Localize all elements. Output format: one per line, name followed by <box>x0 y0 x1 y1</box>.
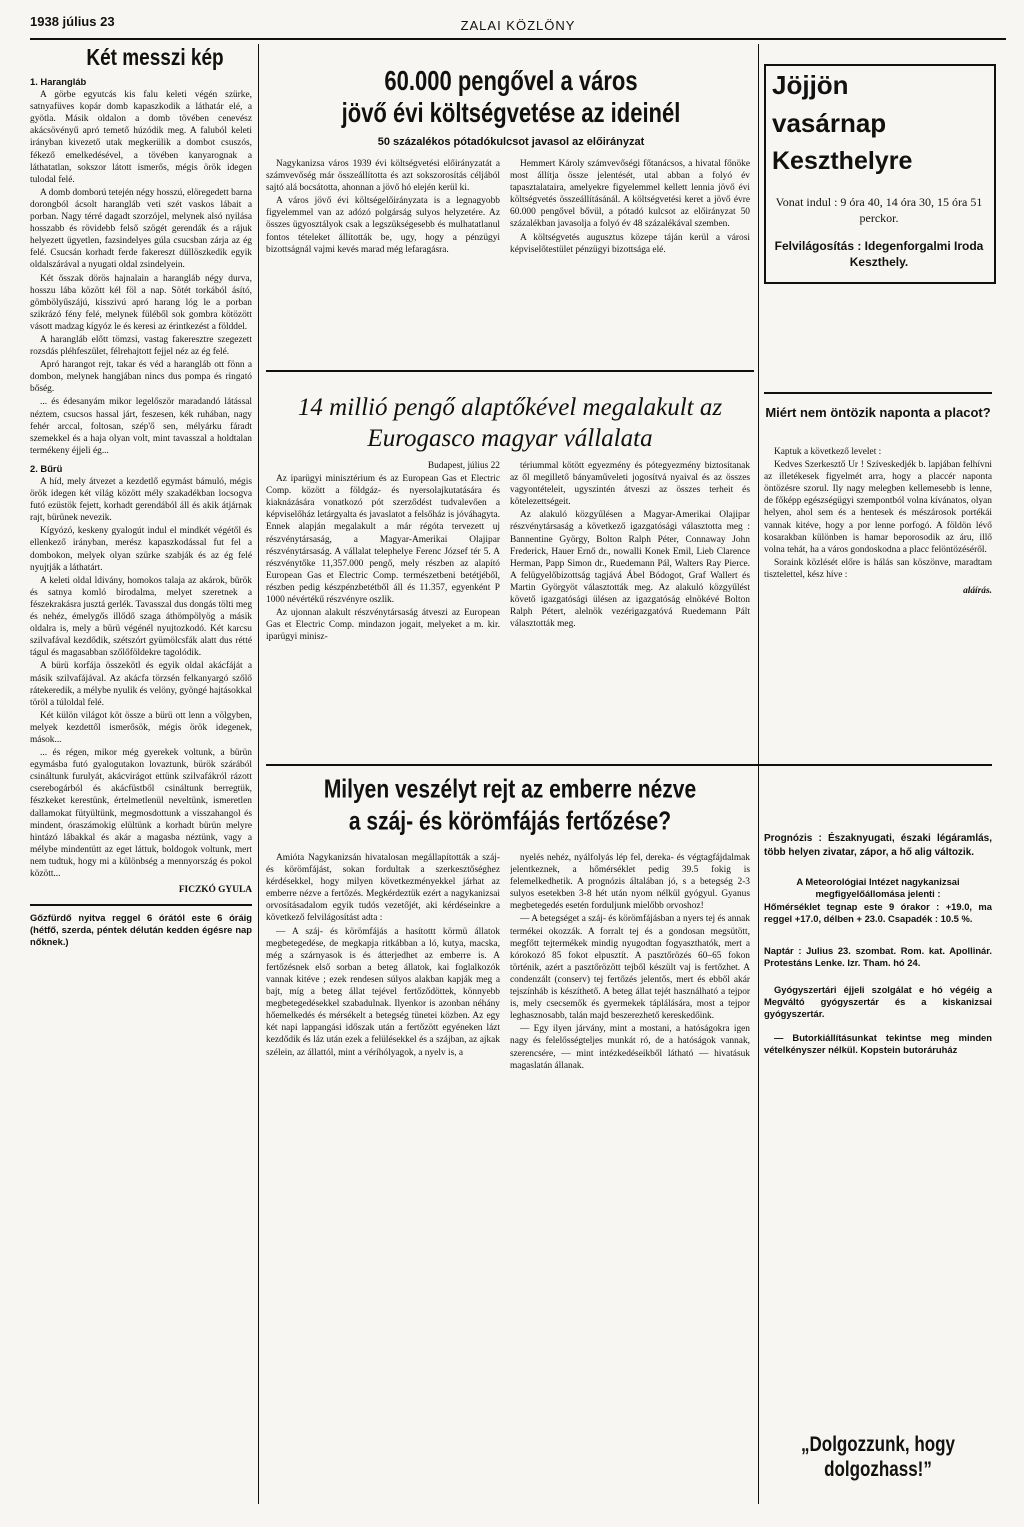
paragraph: nyelés nehéz, nyálfolyás lép fel, dereka- és végtagfájdalmak jelentkeznek, a hőmérséklet pedig 39.5 fokig is felemelkedhetik. A prognózis általában jó, s a betegség 2-3 sulyos esetekben 3-8 hét után nyom nélkül gyógyul. Gyanus megbetegedés esetén forduljunk mielőbb orvoshoz! <box>510 853 750 912</box>
slogan: „Dolgozzunk, hogy dolgozhass!” <box>801 1432 955 1481</box>
paragraph: A költségvetés augusztus közepe táján kerül a városi képviselőtestület pénzügyi bizottsága elé. <box>510 232 750 255</box>
column-divider <box>758 44 759 1504</box>
paragraph: A harangláb előtt tömzsi, vastag fakeresztre szegezett rozsdás pléhfeszület, félrehajtott fejjel néz az ég felé. <box>30 334 252 358</box>
placc-letter <box>764 446 992 762</box>
divider <box>266 370 754 372</box>
furniture-ad: — Butorkiállításunkat tekintse meg minden vételkényszer nélkül. Kopstein butoráruház <box>764 1031 992 1055</box>
budget-headline-1: 60.000 pengővel a város <box>384 64 638 96</box>
eurogasco-col-1 <box>266 460 500 750</box>
paragraph: Az iparügyi minisztérium és az European Gas et Electric Comp. között a földgáz- és nyersolajkutatására és kiaknázására vonatkozó pót szerződést tudvalevően a képviselőház letárgyalta és javaslatot a felsőház is jóváhagyta. Ennek alapján megalakult a már régóta tervezett uj részvénytársaság, a Magyar-Amerikai Olajipar részvénytársaság. A vállalat telephelye Ferenc József tér 5. A részvénytőke 11,357.000 pengő, mely részben az alapító European Gas et Electric Comp. természetbeni betétjéből, részben pedig készpénzbetétből áll és 11.357, egyenként P 1000 névértékű részvényre oszlik. <box>266 474 500 606</box>
eurogasco-col-2 <box>510 460 750 750</box>
budget-subtitle: 50 százalékos pótadókulcsot javasol az előirányzat <box>377 136 645 148</box>
budget-col-1 <box>266 158 500 370</box>
keszthely-ad <box>764 64 996 284</box>
placc-headline: Miért nem öntözik naponta a placot? <box>765 405 991 420</box>
disease-col-2 <box>510 852 750 1508</box>
paragraph: A híd, mely átvezet a kezdetlő egymást bámuló, mégis örök idegen két világ között mély szakadékban locsogva futó ezüstök fejett, korhadt gerendából áll és akik átjárnak rajt, bürünek nevezik. <box>30 477 252 524</box>
divider <box>266 764 992 766</box>
ad-line: vasárnap <box>772 108 887 138</box>
section-heading: 1. Harangláb <box>30 76 87 87</box>
left-article-title: Két messzi kép <box>86 46 224 72</box>
disease-col-1 <box>266 852 500 1508</box>
paragraph: A keleti oldal ldivány, homokos talaja az akárok, bürök és satnya komló birodalma, melyet szeretnek a fészekrakásra jusztá gerlék. Tavasszal dus dongás tölti meg és nehéz, émelygős illődő szaga áthömpölyög a másik oldalra is, mely a bürü végénél nyujtozkodó. Két karcsu szilvafával kezdődik, szétszórt gyümölcsfák alatt dus rétté tágul és magasabban szőlőföldekre tagolódik. <box>30 575 252 659</box>
paragraph: Amióta Nagykanizsán hivatalosan megállapították a száj- és körömfájást, sokan fordultak a szerkesztőséghez kérdésekkel, hogy milyen következményekkel járhat az emberre nézve a fertőzés. Megkérdeztük ezért a nagykanizsai orvosításadalom egyik tudós vezetőjét, aki kérdéseinkre a következő felvilágosítást adta : <box>266 853 500 924</box>
bath-ad: Gőzfürdő nyitva reggel 6 órától este 6 óráig (hétfő, szerda, péntek délután kedden égésre nap nőknek.) <box>30 912 252 948</box>
dateline: Budapest, július 22 <box>427 461 500 471</box>
paragraph: A város jövő évi költségelőirányzata is a legnagyobb figyelemmel van az adózó polgárság sulyos helyzetére. Az összes ügyosztályok csak a legszükségesebb és mulhatatlanul fontos tételeket állították be, ugy, hogy a pénzügyi bizottságnál vajmi kevés marad még lefaragásra. <box>266 196 500 255</box>
paragraph: Az alakuló közgyűlésen a Magyar-Amerikai Olajipar részvénytársaság a következő igazgatósági választotta meg : Bannentine György, Bolton Ralph Péter, Connaway John Frederick, Hauer Ernő dr., nowalli Konek Emil, Lieb Clarence Herman, Papp Simon dr., Ruedemann Pál, Walters Ray Pierce. A felügyelőbizottság tagjává Ábel Bódogot, Graf Wallert és Martin Györgyöt választották meg. Az alakuló közgyűlést követő igazgatósági ülésen az igazgatóság elnökévé Bolton Ralph Pétert, alelnök vezérigazgatóvá Ruedemann Pált választották meg. <box>510 510 750 630</box>
paragraph: — A száj- és körömfájás a hasítottt körmü állatok megbetegedése, de megkapja ritkábban a ló, kutya, macska, még a szárnyasok is és átterjedhet az emberre is. A fertőzésnek első sorban a beteg állatok, kai foglalkozók vannak kitéve ; ezek rendesen súlyos alakban kapják meg a bajt, míg a beteg állat tejével fertőződöttek, könnyebb megbetegedésekkel szabadulnak. Ilyenkor is azonban néhány hőemelkedés és mérsékelt a betegség tünetei közben. Az egy két napi lappangási időszak után a fertőzött egyéneken lázt kezdődik és láz után ezek a felülésekkel és a szájban, az ajkak szélein, az állattól, mint a véríhólyagok, a nyelv is, a <box>266 926 500 1058</box>
eurogasco-headline: 14 millió pengő alaptőkével megalakult az Eurogasco magyar vállalata <box>297 394 723 452</box>
disease-headline-2: a száj- és körömfájás fertőzése? <box>348 806 672 836</box>
paragraph: Az ujonnan alakult részvénytársaság átveszi az European Gas et Electric Comp. mindazon jogait, melyeket a m. kir. iparügyi minisz- <box>266 608 500 643</box>
paragraph: tériummal kötött egyezmény és pótegyezmény biztosítanak az ől megillető bányaműveleti jogosítvá nyaival és az összes vagyontételeit, ugyszintén átveszi az összes terheit és kötelezettségeit. <box>510 461 750 508</box>
meteo-heading: A Meteorológiai Intézet nagykanizsai megfigyelőállomása jelenti : <box>796 876 960 900</box>
weather-forecast: Prognózis : Északnyugati, északi légáramlás, több helyen zivatar, zápor, a hő alig változik. <box>764 833 992 858</box>
disease-headline-1: Milyen veszélyt rejt az emberre nézve <box>323 774 697 804</box>
divider <box>30 904 252 906</box>
paragraph: ... és édesanyám mikor legelőször maradandó látással néztem, csucsos hassal járt, feszesen, kék ruhában, nagy fehér arccal, foltosan, szép'ő sen, mélyárku fáradt szemekkel és a haja olyan volt, mint tavasszal a holdtalan termékeny éjjeli ég... <box>30 397 252 456</box>
paper-name: ZALAI KÖZLÖNY <box>460 18 576 33</box>
ad-line: Jöjjön <box>772 70 849 100</box>
section-heading: 2. Bűrü <box>30 462 63 474</box>
signature: aláírás. <box>963 586 992 597</box>
signature: FICZKÓ GYULA <box>178 885 252 896</box>
paragraph: A bürü korfája összekötl és egyik oldal akácfáját a másik szilvafájával. Az akácfa törzsén felkanyargó szőlő rátekeredik, a mélybe nyulik és velöny, gyöngé hajtásokkal töröl a túloldal felé. <box>30 661 252 708</box>
paragraph: A domb domború tetején négy hosszú, elöregedett barna dorongból ácsolt harangláb veti szét vaskos lábait a porban. Nagy térré dagadt szorzójel, melynek alsó nyilása hosszabb és rövidebb felső szögét gerendák és a rájuk helyezett ügyetlen, fazsindelyes gúla csucsban zárja az ég felé. Csucsán korhadt ferde fakereszt düllöszkedik egyik oldalszárával a nyugati oldal zsindelyein. <box>30 187 252 271</box>
paragraph: ... és régen, mikor még gyerekek voltunk, a bürün egymásba futó gyalogutakon lovaztunk, bürök szárából csináltunk furulyát, akácvirágot ettünk szilvafákról rázott cserebogárból és akácfüstből csináltunk berregtük, fészkeket kerestünk, értelmetlenül neveltünk, ismeretlen dallamokat fütyültünk, megmosdottunk a visszahangol és mindent, óraszámokig elültünk a korhadt bürün melyre hintázó lábakkal és akár a magasba néztünk, vagy a mélybe mindentütt az eget láttuk, boldogok voltunk, mert nem tudtuk, hogy mi a különbség a mennyország és pokol között... <box>30 748 252 879</box>
meteo-readings: Hőmérséklet tegnap este 9 órakor : +19.0, ma reggel +17.0, délben + 23.0. Csapadék : 10.5 %. <box>764 901 992 925</box>
ad-body: Vonat indul : 9 óra 40, 14 óra 30, 15 óra 51 perckor. <box>775 195 983 225</box>
calendar: Naptár : Julius 23. szombat. Rom. kat. Apollinár. Protestáns Lenke. Izr. Tham. hó 24. <box>764 945 992 969</box>
ad-line: Keszthelyre <box>772 147 913 175</box>
weather-block <box>764 832 992 1352</box>
paragraph: Hemmert Károly számvevőségi főtanácsos, a hivatal főnöke most állítja össze jelentését, utal abban a folyó év tapasztalataira, amelyekre figyelemmel kellett lennia jövő évi költségvetés összeállításánál. A költségvetési keret a jövő évre 60.000 pengővel bővül, a pótadó kulcsot az előirányzat 50 százalékban javasolja a folyó év 48 százalékával szemben. <box>510 159 750 230</box>
divider <box>764 392 992 394</box>
pharmacy-duty: Gyógyszertári éjjeli szolgálat e hó végéig a Megváltó gyógyszertár és a kiskanizsai gyógyszertár. <box>764 983 992 1019</box>
issue-date: 1938 július 23 <box>30 14 115 29</box>
paragraph: — Egy ilyen járvány, mint a mostani, a hatóságokra igen nagy és felelősségteljes munkát ró, de a hatóságok vannak, szerencsére, — mint intézkedéseikből látható — hivatásuk magaslatán állanak. <box>510 1024 750 1071</box>
paragraph: Kedves Szerkesztő Ur ! Szíveskedjék b. lapjában felhívni az illetékesek figyelmét arra, hogy a placcér naponta öntözésre szorul. Ily nagy melegben kellemesebb is lenne, de főképp egészségügyi szempontból volna kívánatos, olyan helyen, ahol sem és a hentesek és mészárosok portékái vannak kitéve, hogy a por lenne porfogó. A földön lévő kosarakban különben is hamar beporosodik az áru, illő volna tehát, ha a város gondoskodna a placc felöntözéséről. <box>764 460 992 555</box>
left-article <box>30 76 252 1468</box>
paragraph: Két külön világot köt össze a bürü ott lenn a völgyben, melyek kezdettől ismerősök, mégis örök idegenek, mások... <box>30 710 252 745</box>
paragraph: Két ősszak dörös hajnalain a harangláb négy durva, hosszu lába között kél föl a nap. Sötét torkából ásító, gömbölyűszájú, kisszivú apró harang lóg le a porban szikrázó fény felé, melynek füléből sok gombra kötözött vásott madzag kígyóz le és keresi az érintkezést a földdel. <box>30 273 252 332</box>
paragraph: Kígyózó, keskeny gyalogút indul el mindkét végétől és ellenkező irányban, merész kapaszkodással fut fel a dombokon, melyek olyan szürke szabják és az ég felé nyujtják a láthatárt. <box>30 526 252 573</box>
ad-info: Felvilágosítás : Idegenforgalmi Iroda Keszthely. <box>774 239 984 269</box>
paragraph: — A betegséget a száj- és körömfájásban a nyers tej és annak termékei okozzák. A forralt tej és a gondosan megsütött, megfőtt tejtermékek mindig nyugodtan fogyaszthatók, mert a kórokozó 85 fokot elpusztít. A pasztőrözés 60–65 fokon történik, azért a pasztőrözött tejből készült vaj is fertőzhet. A condenzált (conserv) tej fertőzés jelentős, mert és ebből akár tejszínháb is készíthető. A beteg állat tejét használható a tejpor is, mely csecsemők és gyermekek táplálására, most a tejpor leghasznosabb, talán majd beszerezhető kereskedőink. <box>510 914 750 1022</box>
budget-col-2 <box>510 158 750 370</box>
column-divider <box>258 44 259 1504</box>
page-header <box>30 14 1006 40</box>
paragraph: Kaptuk a következő levelet : <box>774 447 882 457</box>
paragraph: Nagykanizsa város 1939 évi költségvetési előirányzatát a számvevőség már összeállította és azt sokszorosítás céljából sajtó alá bocsátotta, ahonnan a jövő hó elején kerül ki. <box>266 159 500 194</box>
paragraph: A görbe egyutcás kis falu keleti végén szürke, satnyafüves kopár domb kapaszkodik a láthatár elé, a gyötla. Másik oldalon a domb tövében cenevész akácsövényű apró temető húzódik meg. A faluból keleti irányban kivezető utak megkerülik a dombot csuszós, fékező emelkedésével, a tövében kanyarognak a láthatatlan, sokszor látott ismerős, mégis örök idegen tulodal felé. <box>30 90 252 185</box>
paragraph: Soraink közlését előre is hálás san köszönve, maradtam tisztelettel, kész híve : <box>764 557 992 580</box>
paragraph: Apró harangot rejt, takar és véd a harangláb ott fönn a dombon, melynek hangjában nincs dus pompa és ringató bőség. <box>30 360 252 395</box>
budget-headline-2: jövő évi költségvetése az ideinél <box>341 96 681 128</box>
